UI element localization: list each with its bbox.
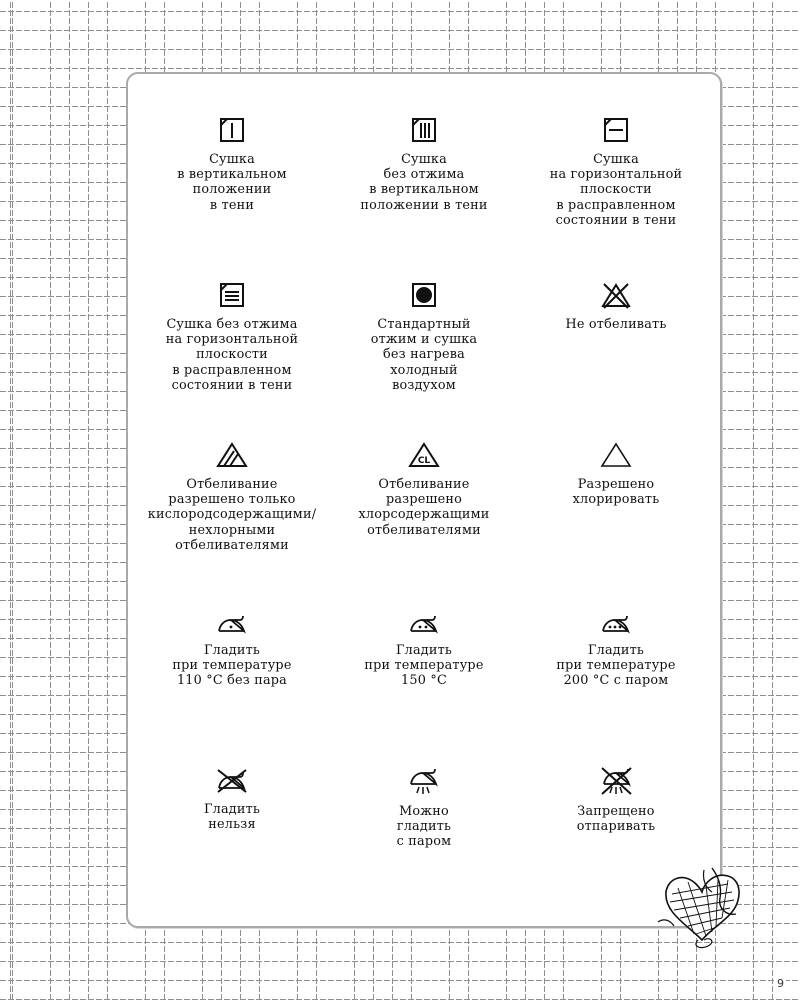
symbol-label: Отбеливание разрешено хлорсодержащими отбеливателями — [358, 477, 490, 538]
symbol-cell — [136, 611, 328, 766]
dry-flat-shade-icon — [602, 116, 630, 144]
iron-medium-icon — [407, 611, 441, 635]
care-symbols-card — [126, 72, 722, 928]
care-symbols-grid — [128, 74, 720, 926]
iron-low-icon — [215, 611, 249, 635]
non-chlorine-bleach-icon — [215, 441, 249, 469]
symbol-label: Гладить при температуре 110 °C без пара — [172, 643, 292, 689]
symbol-label: Сушка без отжима на горизонтальной плоскости в расправленном состоянии в тени — [165, 317, 299, 393]
symbol-cell — [136, 441, 328, 611]
symbol-label: Сушка без отжима в вертикальном положении в тени — [360, 152, 488, 213]
no-steam-icon — [597, 766, 635, 796]
symbol-cell — [328, 281, 520, 441]
symbol-cell — [328, 611, 520, 766]
iron-high-icon — [599, 611, 633, 635]
do-not-iron-icon — [213, 766, 251, 794]
symbol-label: Отбеливание разрешено только кислородсодержащими/ нехлорными отбеливателями — [147, 477, 317, 553]
do-not-bleach-icon — [599, 281, 633, 309]
symbol-label: Гладить при температуре 150 °C — [364, 643, 484, 689]
dry-vertical-shade-icon — [218, 116, 246, 144]
symbol-label: Гладить при температуре 200 °C с паром — [556, 643, 676, 689]
drip-dry-vertical-shade-icon — [410, 116, 438, 144]
page-number: 9 — [777, 977, 784, 990]
symbol-label: Гладить нельзя — [203, 802, 261, 833]
symbol-label: Запрещено отпаривать — [576, 804, 656, 835]
symbol-cell — [520, 441, 712, 611]
chlorine-bleach-icon — [407, 441, 441, 469]
symbol-cell — [328, 441, 520, 611]
steam-iron-icon — [407, 766, 441, 796]
symbol-label: Сушка на горизонтальной плоскости в расправленном состоянии в тени — [549, 152, 683, 228]
symbol-cell — [136, 766, 328, 936]
svg-text:CL: CL — [417, 456, 431, 466]
symbol-cell — [520, 116, 712, 281]
symbol-cell — [328, 766, 520, 936]
symbol-label: Стандартный отжим и сушка без нагрева холодный воздухом — [370, 317, 478, 393]
symbol-label: Можно гладить с паром — [396, 804, 452, 850]
symbol-label: Разрешено хлорировать — [572, 477, 660, 508]
symbol-cell — [136, 116, 328, 281]
tumble-dry-no-heat-icon — [410, 281, 438, 309]
any-bleach-icon — [599, 441, 633, 469]
symbol-cell — [520, 611, 712, 766]
symbol-label: Сушка в вертикальном положении в тени — [177, 152, 287, 213]
symbol-cell — [328, 116, 520, 281]
heart-doodle-icon — [656, 862, 748, 952]
symbol-cell — [136, 281, 328, 441]
symbol-cell — [520, 281, 712, 441]
drip-dry-flat-shade-icon — [218, 281, 246, 309]
symbol-label: Не отбеливать — [565, 317, 667, 332]
